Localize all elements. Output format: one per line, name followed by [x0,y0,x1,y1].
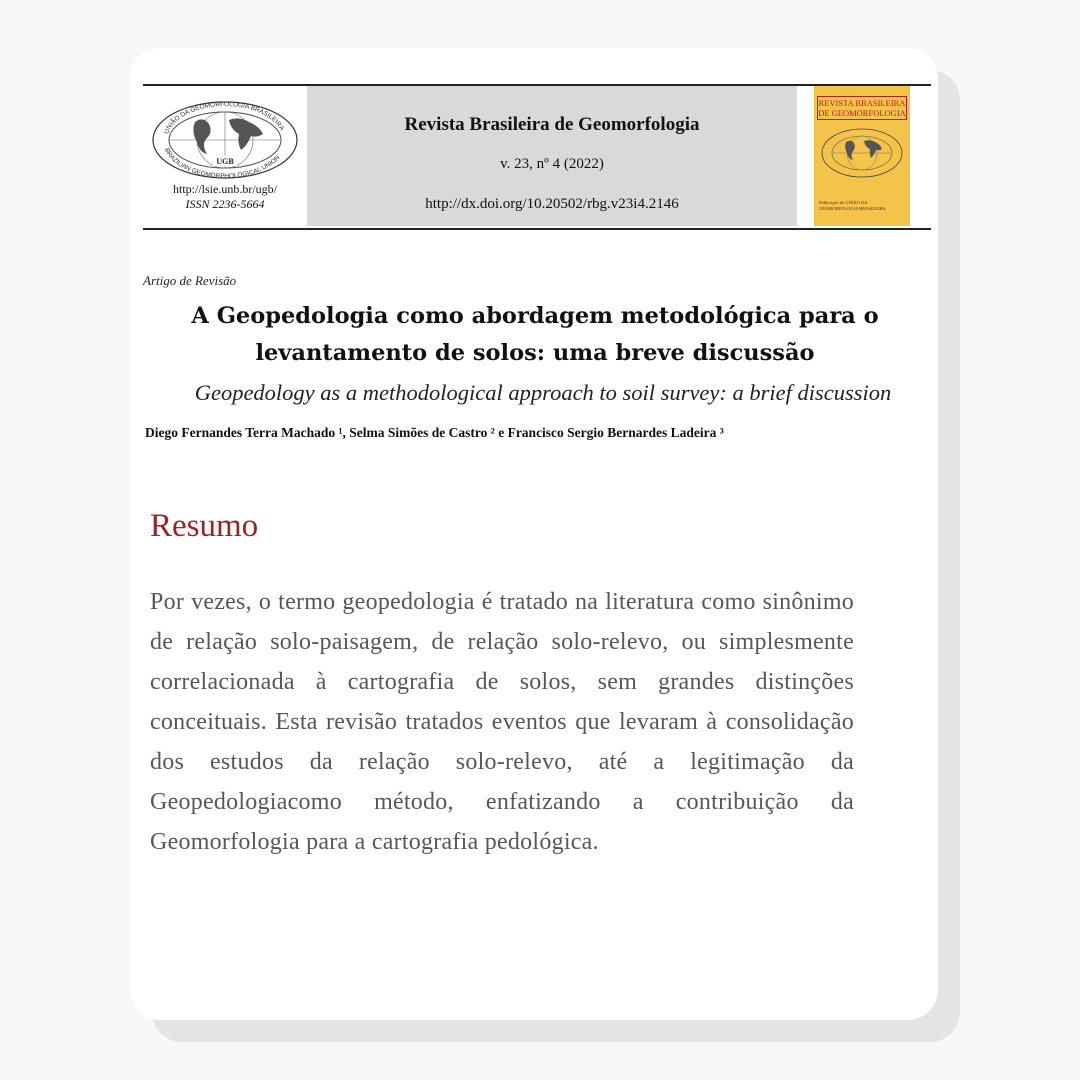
logo-center-text: UGB [216,157,234,166]
article-type-label: Artigo de Revisão [143,273,237,288]
logo-ring-top-text: UNIÃO DA GEOMORFOLOGIA BRASILEIRA [163,100,286,135]
journal-cover-image [814,86,910,226]
logo-ring-bottom-text: BRAZILIAN GEOMORPHOLOGICAL UNION [162,147,282,180]
cover-footer: Publicação da UNIÃO DA GEOMORFOLOGIA BRASILEIRA [819,200,886,211]
article-card [130,48,938,1020]
ugb-globe-logo-icon [149,100,301,180]
journal-info-band [307,86,797,226]
article-title: A Geopedologia como abordagem metodológica para o levantamento de solos: uma breve discussão [191,303,879,366]
journal-title: Revista Brasileira de Geomorfologia [404,114,700,135]
abstract-text: Por vezes, o termo geopedologia é tratado na literatura como sinônimo de relação solo-paisagem, de relação solo-relevo, ou simplesmente correlacionada à cartografia de solos, sem grandes distinções conceituais. Esta revisão tratados eventos que levaram à consolidação dos estudos da relação solo-relevo, até a legitimação da Geopedologiacomo método, enfatizando a contribuição da Geomorfologia para a cartografia pedológica. [150,589,854,855]
journal-website-link[interactable]: http://lsie.unb.br/ugb/ [173,182,277,196]
ugb-logo-block [143,86,307,226]
doi-link[interactable]: http://dx.doi.org/10.20502/rbg.v23i4.2146 [425,196,679,212]
issn-label: ISSN 2236-5664 [185,197,265,211]
cover-globe-icon [818,120,906,186]
article-english-title: Geopedology as a methodological approach to soil survey: a brief discussion [194,380,892,405]
abstract-heading: Resumo [150,508,259,544]
journal-header [143,84,931,230]
cover-title: REVISTA BRASILEIRA DE GEOMORFOLOGIA [818,98,906,118]
svg-text:UNIÃO DA GEOMORFOLOGIA BRASILE [163,101,286,135]
journal-cover-block [797,86,931,226]
journal-volume: v. 23, nº 4 (2022) [500,156,604,172]
author-list: Diego Fernandes Terra Machado ¹, Selma Simões de Castro ² e Francisco Sergio Bernardes Ladeira ³ [145,425,724,440]
